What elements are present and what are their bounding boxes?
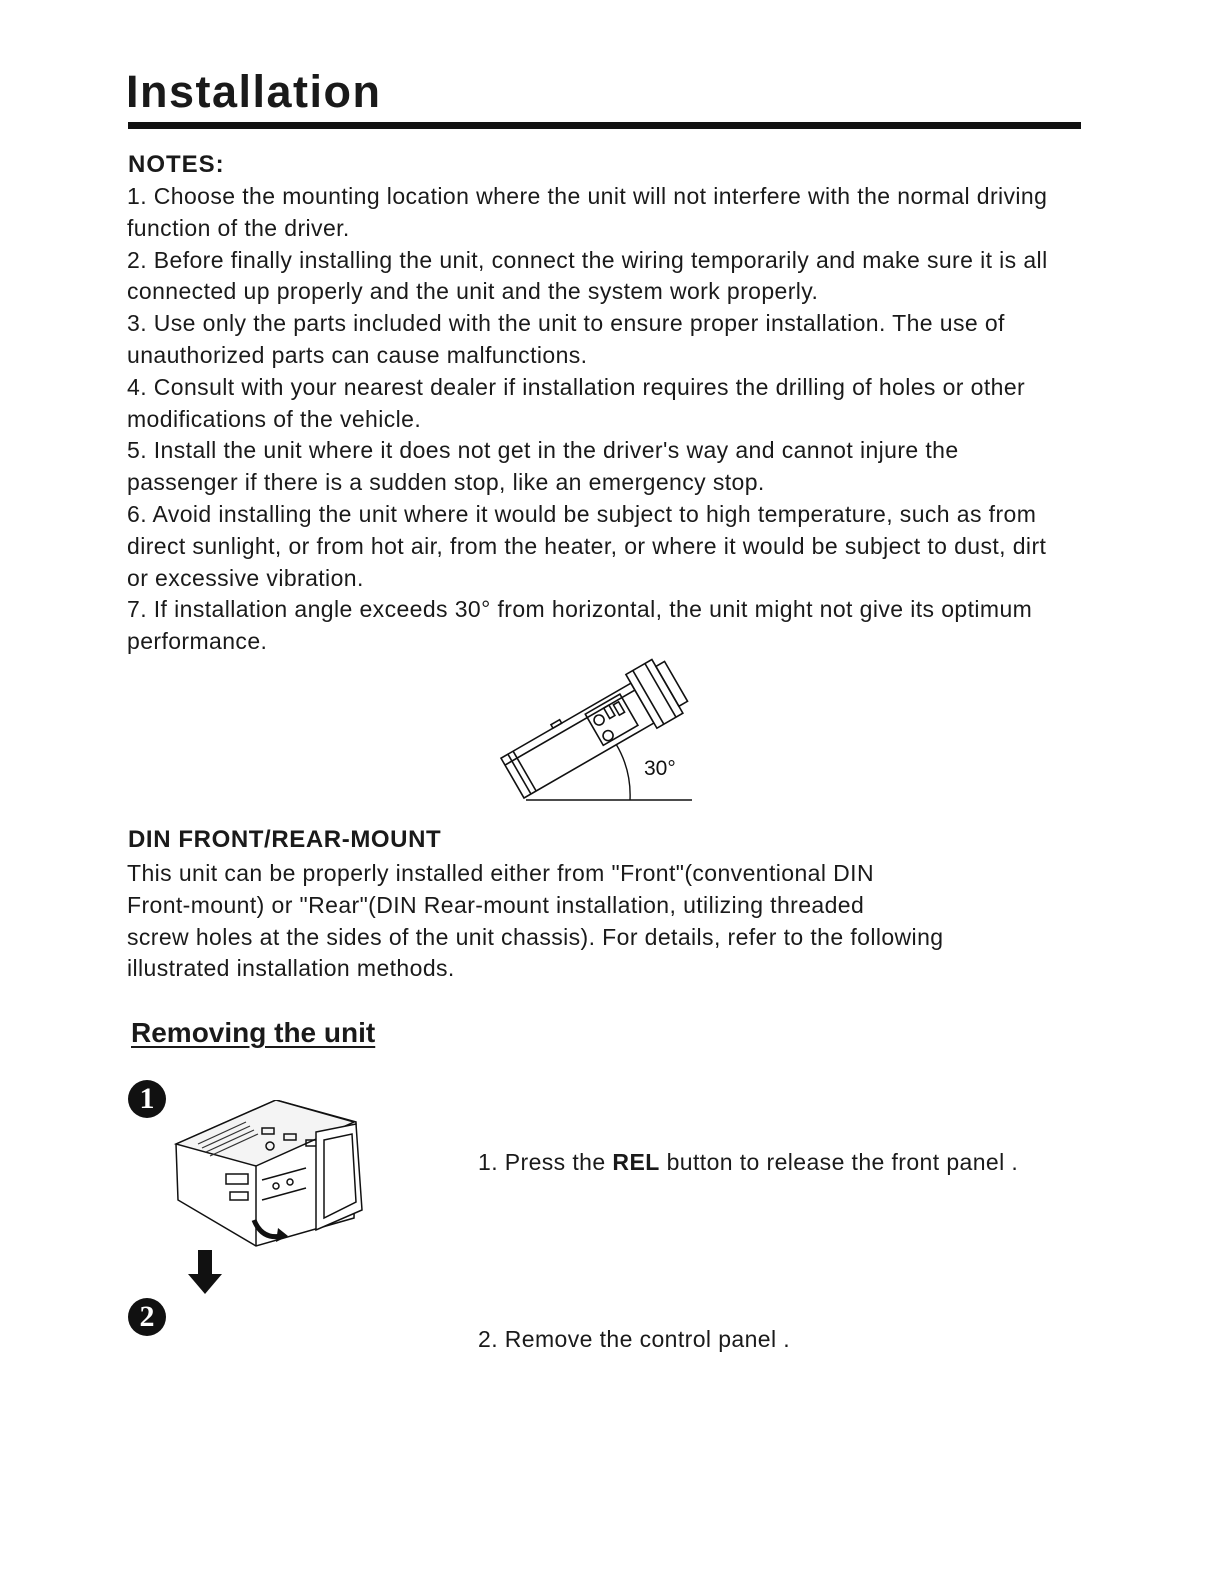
note-item: 2. Before finally installing the unit, connect the wiring temporarily and make sure it is all connected up properly and the unit and the system work properly. — [127, 246, 1048, 305]
note-item: 3. Use only the parts included with the unit to ensure proper installation. The use of unauthorized parts can cause malfunctions. — [127, 310, 1005, 368]
removing-heading: Removing the unit — [131, 1017, 376, 1048]
step-2-instruction: 2. Remove the control panel . — [478, 1326, 791, 1352]
note-item: 5. Install the unit where it does not get in the driver's way and cannot injure the passenger if there is a sudden stop, like an emergency stop. — [127, 437, 959, 496]
installation-angle-diagram — [496, 652, 716, 804]
note-item: 7. If installation angle exceeds 30° from horizontal, the unit might not give its optimum performance. — [127, 596, 1033, 655]
step-1-instruction — [478, 1147, 1018, 1177]
page-title: Installation — [126, 66, 382, 117]
rel-button-label: REL — [612, 1149, 660, 1175]
notes-heading: NOTES: — [128, 151, 225, 178]
notes-list — [127, 181, 1067, 658]
din-line: screw holes at the sides of the unit chassis). For details, refer to the following — [127, 923, 944, 950]
angle-arc — [616, 744, 630, 800]
din-description — [127, 858, 1067, 985]
din-line: Front-mount) or "Rear"(DIN Rear-mount installation, utilizing threaded — [127, 891, 865, 918]
title-divider — [128, 122, 1081, 129]
head-unit-drawing — [166, 1100, 366, 1250]
din-heading: DIN FRONT/REAR-MOUNT — [128, 826, 442, 853]
step-1-text-prefix: 1. Press the — [478, 1149, 613, 1175]
unit-chassis-drawing — [496, 655, 692, 804]
note-item: 4. Consult with your nearest dealer if installation requires the drilling of holes or other modifications of the vehicle. — [127, 373, 1026, 432]
note-item: 6. Avoid installing the unit where it would be subject to high temperature, such as from direct sunlight, or from hot air, from the heater, or where it would be subject to dust, dirt or excessive vibration. — [127, 500, 1047, 591]
arrow-down-icon — [186, 1250, 224, 1296]
din-line: This unit can be properly installed either from "Front"(conventional DIN — [127, 860, 874, 886]
step-2-number: 2 — [128, 1298, 166, 1336]
note-item: 1. Choose the mounting location where the unit will not interfere with the normal driving function of the driver. — [127, 183, 1048, 241]
step-1-text-suffix: button to release the front panel . — [659, 1149, 1019, 1175]
step-1-number: 1 — [128, 1080, 166, 1118]
din-line: illustrated installation methods. — [127, 955, 455, 982]
angle-label: 30° — [644, 757, 676, 780]
